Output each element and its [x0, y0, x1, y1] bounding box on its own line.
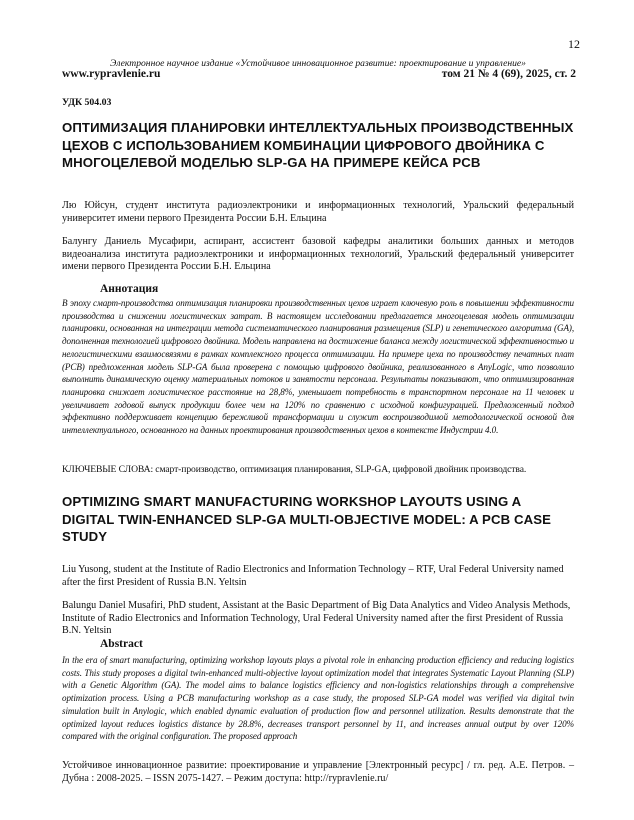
journal-name: Электронное научное издание «Устойчивое инновационное развитие: проектирование и управление»	[110, 58, 526, 69]
abstract-heading-ru: Аннотация	[100, 283, 159, 295]
author-info-en-2: Balungu Daniel Musafiri, PhD student, Assistant at the Basic Department of Big Data Analytics and Video Analysis Methods, Institute of Radio Electronics and Information Technology, Ural Federal University named after the first President of Russia B.N. Yeltsin	[62, 600, 571, 637]
issue-info: том 21 № 4 (69), 2025, ст. 2	[441, 68, 576, 80]
author-info-ru-2: Балунгу Даниель Мусафири, аспирант, ассистент базовой кафедры аналитики больших данных и методов видеоанализа института радиоэлектроники и информационных технологий, Уральский федеральный университет имени первого Президента России Б.Н. Ельцина	[62, 236, 574, 273]
abstract-text-ru: В эпоху смарт-производства оптимизация планировки производственных цехов играет ключевую роль в повышении эффективности производства и снижении логистических затрат. В настоящем исследовании предлагается многоцелевая модель оптимизации планировки, основанная на интеграции метода систематического планирования размещения (SLP) и генетического алгоритма (GA), дополненная технологией цифрового двойника. Модель направлена на достижение баланса между логистической эффективностью и нелогистическими взаимосвязями в рамках комплексного процесса оптимизации. На примере цеха по производству печатных плат (PCB) предложенная модель SLP-GA была проверена с помощью цифрового двойника, реализованного в AnyLogic, что позволило выполнить динамическую оценку материальных потоков и занятости персонала. Результаты показывают, что оптимизированная планировка снижает логистическое расстояние на 28,8%, уменьшает потребность в транспортном персонале на 11 человек и увеличивает годовой выпуск продукции более чем на 120% по сравнению с исходной конфигурацией. Предложенный подход эффективно поддерживает концепцию бережливой трансформации и служит воспроизводимой методологической основой для интеллектуального, основанного на данных проектирования производственных цехов в контексте Индустрии 4.0.	[62, 298, 574, 436]
udc-code: УДК 504.03	[62, 97, 112, 108]
keywords-ru: КЛЮЧЕВЫЕ СЛОВА: смарт-производство, оптимизация планирования, SLP-GA, цифровой двойник производства.	[62, 464, 527, 475]
abstract-text-en: In the era of smart manufacturing, optimizing workshop layouts plays a pivotal role in enhancing production efficiency and reducing logistics costs. This study proposes a digital twin-enhanced multi-objective layout optimization model that integrates Systematic Layout Planning (SLP) with a Genetic Algorithm (GA). The model aims to balance logistics efficiency and non-logistics relationships through a comprehensive optimization process. Using a PCB manufacturing workshop as a case study, the proposed SLP-GA model was verified via digital twin simulation built in Anylogic, which enabled dynamic evaluation of production flow and personnel utilization. Results demonstrate that the optimized layout reduces logistics distance by 28.8%, decreases transport personnel by 11, and increases annual output by over 120% compared with the original configuration. The proposed approach	[62, 655, 574, 742]
author-info-ru-1: Лю Юйсун, студент института радиоэлектроники и информационных технологий, Уральский федеральный университет имени первого Президента России Б.Н. Ельцина	[62, 200, 574, 224]
citation-footer: Устойчивое инновационное развитие: проектирование и управление [Электронный ресурс] / гл. ред. А.Е. Петров. – Дубна : 2008-2025. – ISSN 2075-1427. – Режим доступа: http://rypravlenie.ru/	[62, 760, 574, 784]
article-title-ru: ОПТИМИЗАЦИЯ ПЛАНИРОВКИ ИНТЕЛЛЕКТУАЛЬНЫХ ПРОИЗВОДСТВЕННЫХ ЦЕХОВ С ИСПОЛЬЗОВАНИЕМ КОМБИНАЦИИ ЦИФРОВОГО ДВОЙНИКА С МНОГОЦЕЛЕВОЙ МОДЕЛЬЮ SLP-GA НА ПРИМЕРЕ КЕЙСА PCB	[62, 120, 574, 170]
article-title-en: OPTIMIZING SMART MANUFACTURING WORKSHOP LAYOUTS USING A DIGITAL TWIN-ENHANCED SLP-GA MULTI-OBJECTIVE MODEL: A PCB CASE STUDY	[62, 494, 551, 544]
page-number: 12	[568, 37, 580, 51]
abstract-heading-en: Abstract	[100, 638, 143, 650]
journal-website: www.rypravlenie.ru	[62, 68, 161, 80]
author-info-en-1: Liu Yusong, student at the Institute of Radio Electronics and Information Technology – RTF, Ural Federal University named after the first President of Russia B.N. Yeltsin	[62, 564, 564, 588]
